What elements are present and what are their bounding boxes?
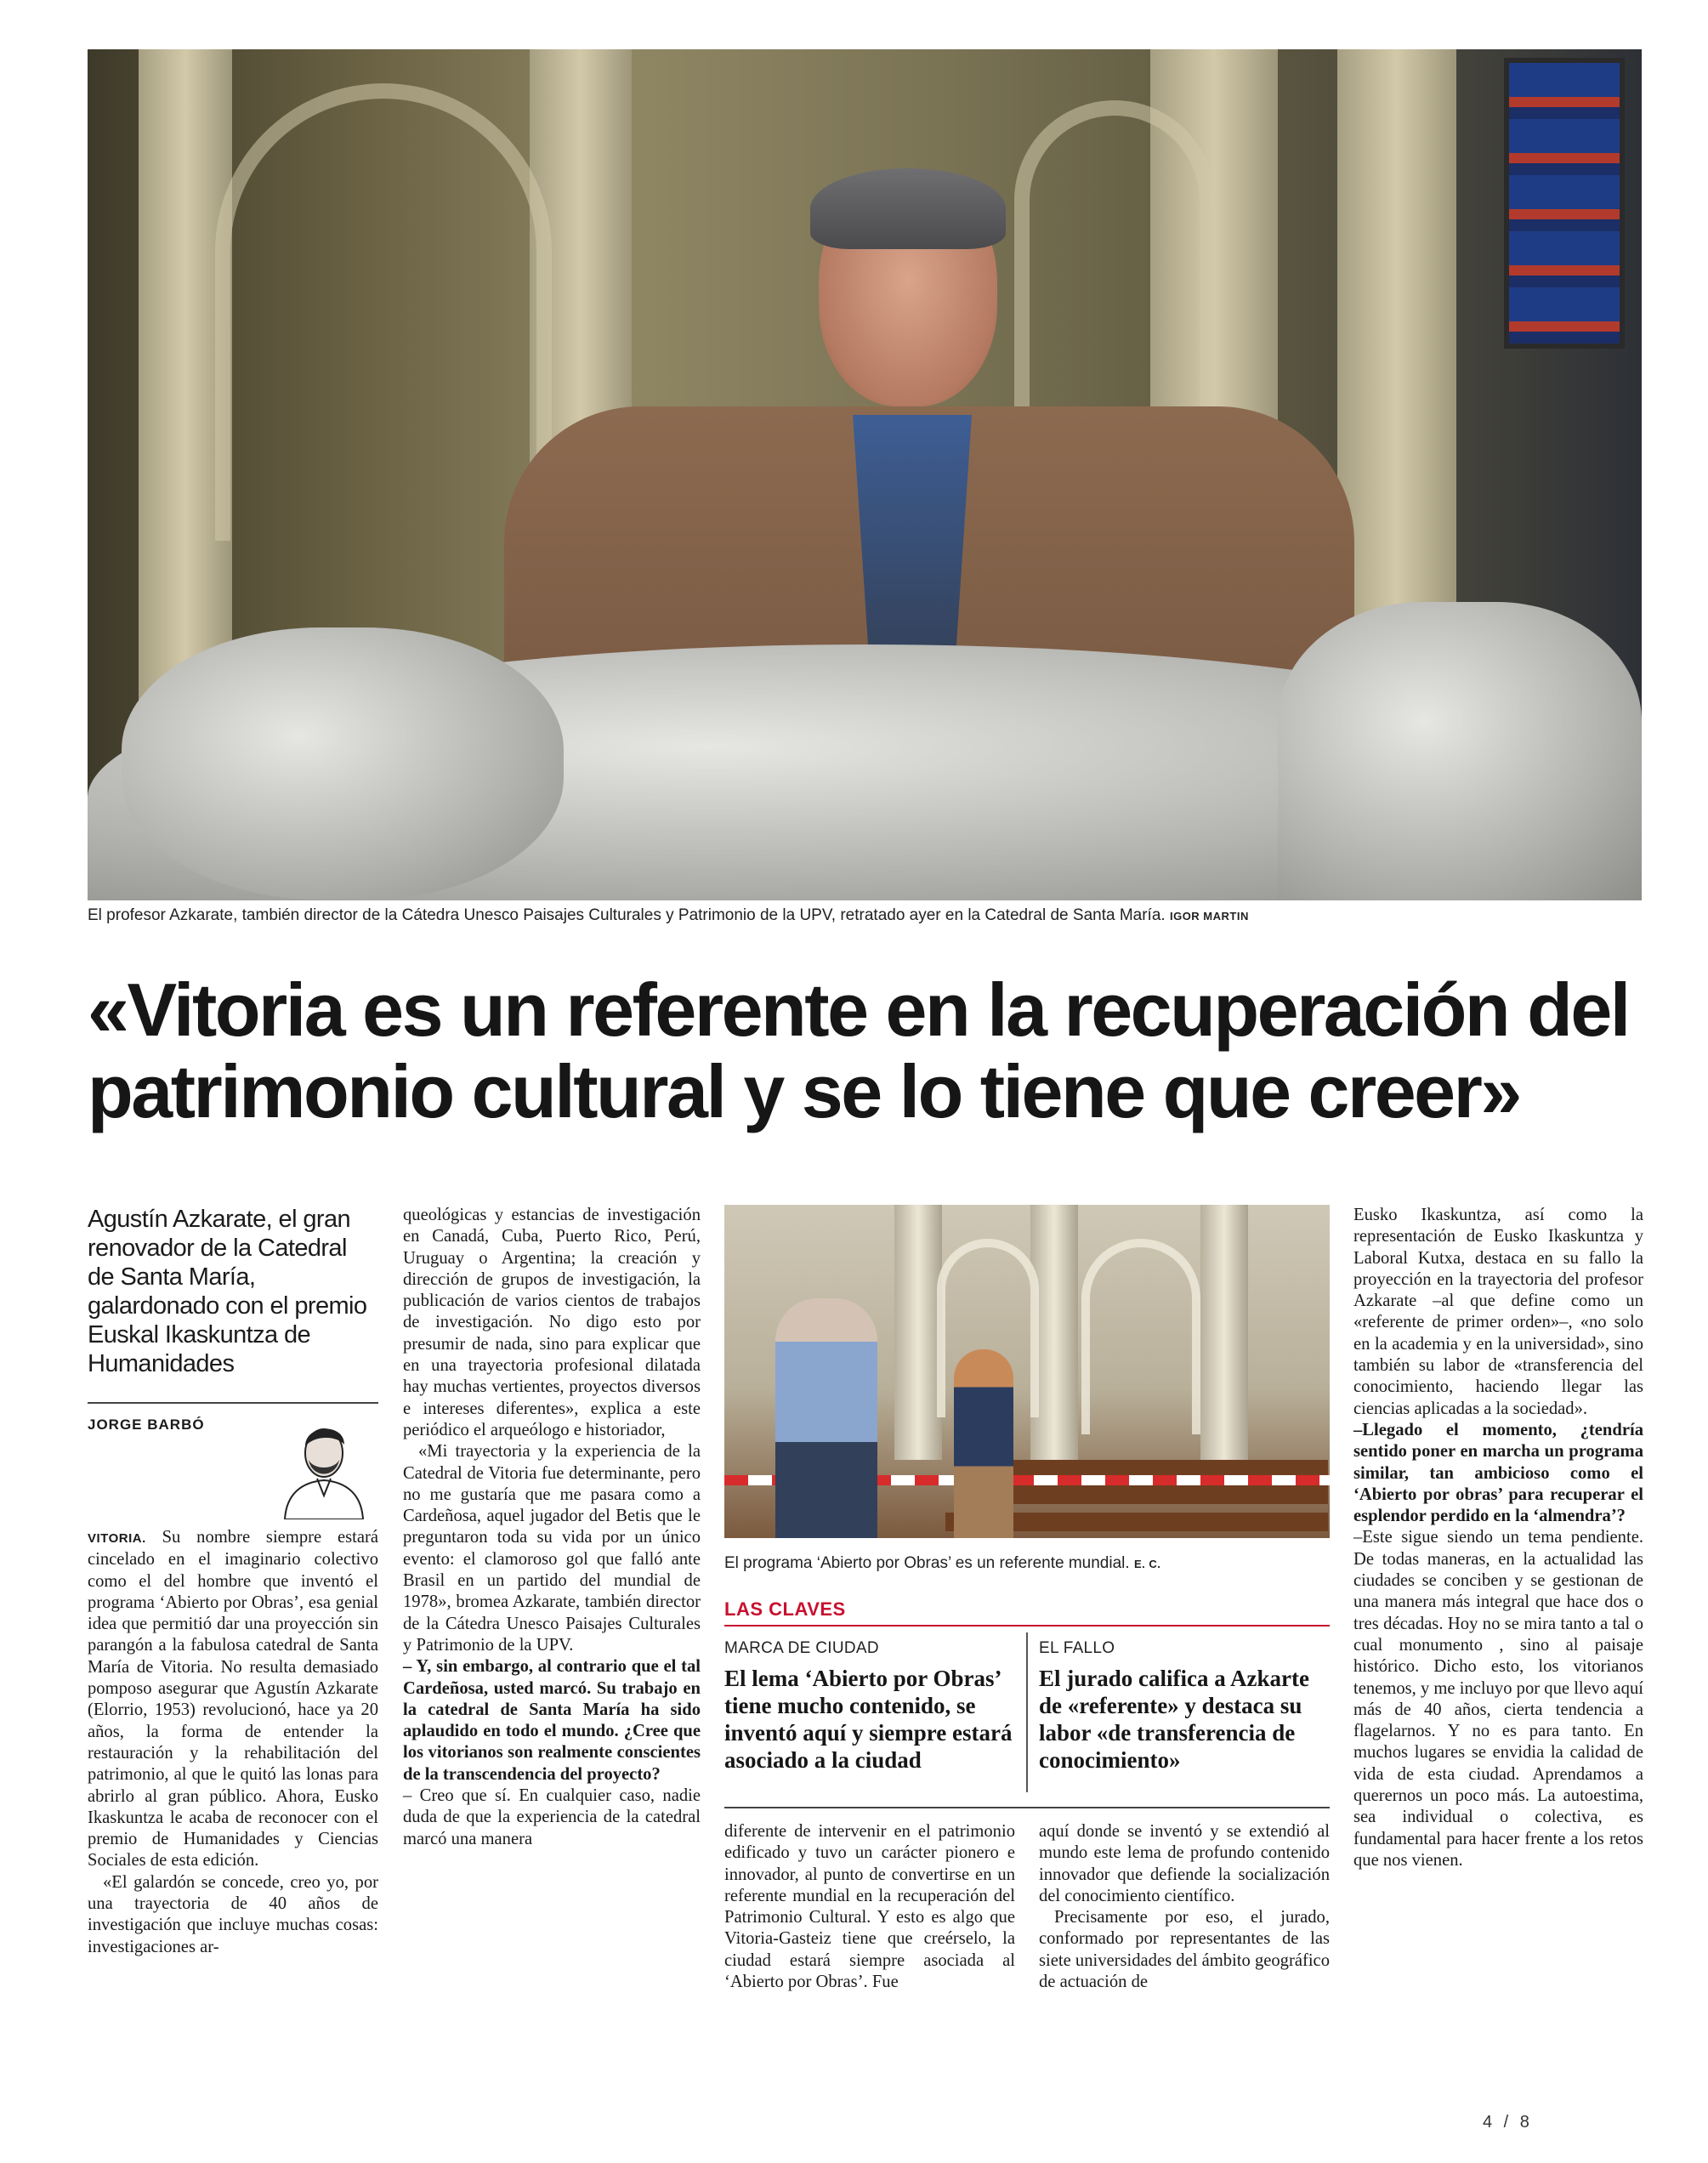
claves-rule	[724, 1625, 1330, 1627]
hero-photo-credit: IGOR MARTIN	[1169, 910, 1249, 923]
clave-title: El jurado califica a Azkarte de «referente» y destaca su labor «de transferencia de conocimiento»	[1039, 1666, 1309, 1773]
author-byline: JORGE BARBÓ	[88, 1416, 205, 1433]
visitor-man	[775, 1298, 877, 1538]
claves-divider	[1026, 1632, 1028, 1792]
headline: «Vitoria es un referente en la recuperación del patrimonio cultural y se lo tiene que creer»	[88, 968, 1629, 1133]
clave-title: El lema ‘Abierto por Obras’ tiene mucho contenido, se inventó aquí y siempre estará asociado a la ciudad	[724, 1666, 1013, 1773]
interview-answer: –Este sigue siendo un tema pendiente. De todas maneras, en la actualidad las ciudades se conciben y se gestionan de una manera más integral que hace dos o tres décadas. Hoy no se mira tanto a tal o cual monumento , sino al paisaje histórico. Dicho esto, los vitorianos tenemos, y me incluyo por que llevo aquí más de 40 años, cierta tendencia a flagelarnos. Y no es para tanto. En muchos lugares se envidia la calidad de vida de esta ciudad. Aprendamos a querernos un poco más. La autoestima, sea individual o colectiva, es fundamental para hacer frente a los retos que nos vienen.	[1353, 1528, 1643, 1870]
body-text: queológicas y estancias de investigación en Canadá, Cuba, Puerto Rico, Perú, Uruguay o Argentina; la creación y dirección de grupos de investigación, la publicación de varios cientos de trabajos de investigación. No digo esto por presumir de nada, sino para explicar que en una trayectoria profesional dilatada hay muchas vertientes, proyectos diversos e intereses diferentes», explica a este periódico el arqueólogo e historiador,	[403, 1206, 701, 1439]
body-text: aquí donde se inventó y se extendió al mundo este lema de profundo contenido innovador que defiende la socialización del conocimiento científico.	[1039, 1822, 1330, 1905]
body-text: «Mi trayectoria y la experiencia de la Catedral de Vitoria fue determinante, pero no me gustaría que me pasara como a Cardeñosa, aquel jugador del Betis que le preguntaron toda su vida por un único evento: el clamoroso gol que falló ante Brasil en un partido del mundial de 1978», bromea Azkarate, también director de la Cátedra Unesco Paisajes Culturales y Patrimonio de la UPV.	[403, 1442, 701, 1655]
body-text: Eusko Ikaskuntza, así como la representación de Eusko Ikaskuntza y Laboral Kutxa, destaca en su fallo la proyección en la trayectoria del profesor Azkarate –al que define como un «referente de primer orden»–, «no solo en la academia y en la universidad», sino también su labor de «transferencia del conocimiento, haciendo llegar las ciencias aplicadas a la sociedad».	[1353, 1206, 1643, 1418]
nave-arch	[1081, 1239, 1200, 1434]
inset-photo	[724, 1205, 1330, 1538]
clave-kicker: EL FALLO	[1039, 1639, 1115, 1657]
lead-divider	[88, 1402, 378, 1404]
person-hair	[810, 168, 1006, 249]
dateline-city: VITORIA.	[88, 1531, 146, 1546]
stone-effigy-drapery	[1278, 602, 1642, 900]
claves-bottom-rule	[724, 1807, 1330, 1808]
clave-left	[724, 1639, 1013, 1774]
nave-column	[894, 1205, 942, 1460]
clave-right	[1039, 1639, 1330, 1774]
lead-summary: Agustín Azkarate, el gran renovador de la Catedral de Santa María, galardonado con el premio Euskal Ikaskuntza de Humanidades	[88, 1206, 367, 1377]
stone-effigy-head	[122, 627, 564, 900]
body-text: Precisamente por eso, el jurado, conformado por representantes de las siete universidades del ámbito geográfico de actuación de	[1039, 1908, 1330, 1992]
column-2	[403, 1205, 701, 1850]
stained-glass-window	[1504, 58, 1625, 349]
church-pew	[979, 1485, 1328, 1504]
interview-question: – Y, sin embargo, al contrario que el tal Cardeñosa, usted marcó. Su trabajo en la catedral de Santa María ha sido aplaudido en todo el mundo. ¿Cree que los vitorianos son realmente conscientes de la transcendencia del proyecto?	[403, 1657, 701, 1784]
body-text: Su nombre siempre estará cincelado en el imaginario colectivo como el del hombre que inventó el programa ‘Abierto por Obras’, esa genial idea que permitió dar una proyección sin parangón a la fabulosa catedral de Santa María de Vitoria. No resulta demasiado pomposo asegurar que Agustín Azkarate (Elorrio, 1953) revolucionó, hace ya 20 años, la forma de entender la restauración y la rehabilitación del patrimonio, al que le quitó las lonas para abrirlo al gran público. Ahora, Eusko Ikaskuntza le acaba de reconocer con el premio de Humanidades y Ciencias Sociales de esta edición.	[88, 1528, 378, 1871]
body-text: diferente de intervenir en el patrimonio edificado y tuvo un carácter pionero e innovador, al punto de convertirse en un referente mundial en la recuperación del Patrimonio Cultural. Y esto es algo que Vitoria-Gasteiz tiene que creérselo, la ciudad estará siempre asociada al ‘Abierto por Obras’. Fue	[724, 1822, 1015, 1992]
hero-photo	[88, 49, 1642, 900]
interview-answer: – Creo que sí. En cualquier caso, nadie duda de que la experiencia de la catedral marcó una manera	[403, 1786, 701, 1848]
page-folio: 4 / 8	[1483, 2113, 1533, 2132]
inset-photo-credit: E. C.	[1133, 1558, 1161, 1570]
gothic-arch	[215, 83, 552, 541]
clave-kicker: MARCA DE CIUDAD	[724, 1639, 879, 1657]
inset-caption-text: El programa ‘Abierto por Obras’ es un referente mundial.	[724, 1554, 1130, 1572]
hero-caption	[88, 906, 1643, 925]
nave-column	[1200, 1205, 1248, 1460]
column-1	[88, 1527, 378, 1958]
column-1-paragraph	[88, 1527, 378, 1872]
hero-caption-text: El profesor Azkarate, también director de la Cátedra Unesco Paisajes Culturales y Patrimonio de la UPV, retratado ayer en la Catedral de Santa María.	[88, 906, 1166, 924]
column-4	[1039, 1821, 1330, 1993]
claves-label: LAS CLAVES	[724, 1598, 846, 1620]
author-portrait	[278, 1407, 370, 1519]
body-text: «El galardón se concede, creo yo, por una trayectoria de 40 años de investigación que incluye muchas cosas: investigaciones ar-	[88, 1872, 378, 1956]
visitor-guide	[954, 1349, 1013, 1538]
interview-question: –Llegado el momento, ¿tendría sentido poner en marcha un programa similar, tan ambicioso como el ‘Abierto por obras’ para recuperar el esplendor perdido en la ‘almendra’?	[1353, 1420, 1643, 1526]
inset-photo-caption	[724, 1554, 1330, 1573]
column-5	[1353, 1205, 1643, 1871]
column-3	[724, 1821, 1015, 1993]
